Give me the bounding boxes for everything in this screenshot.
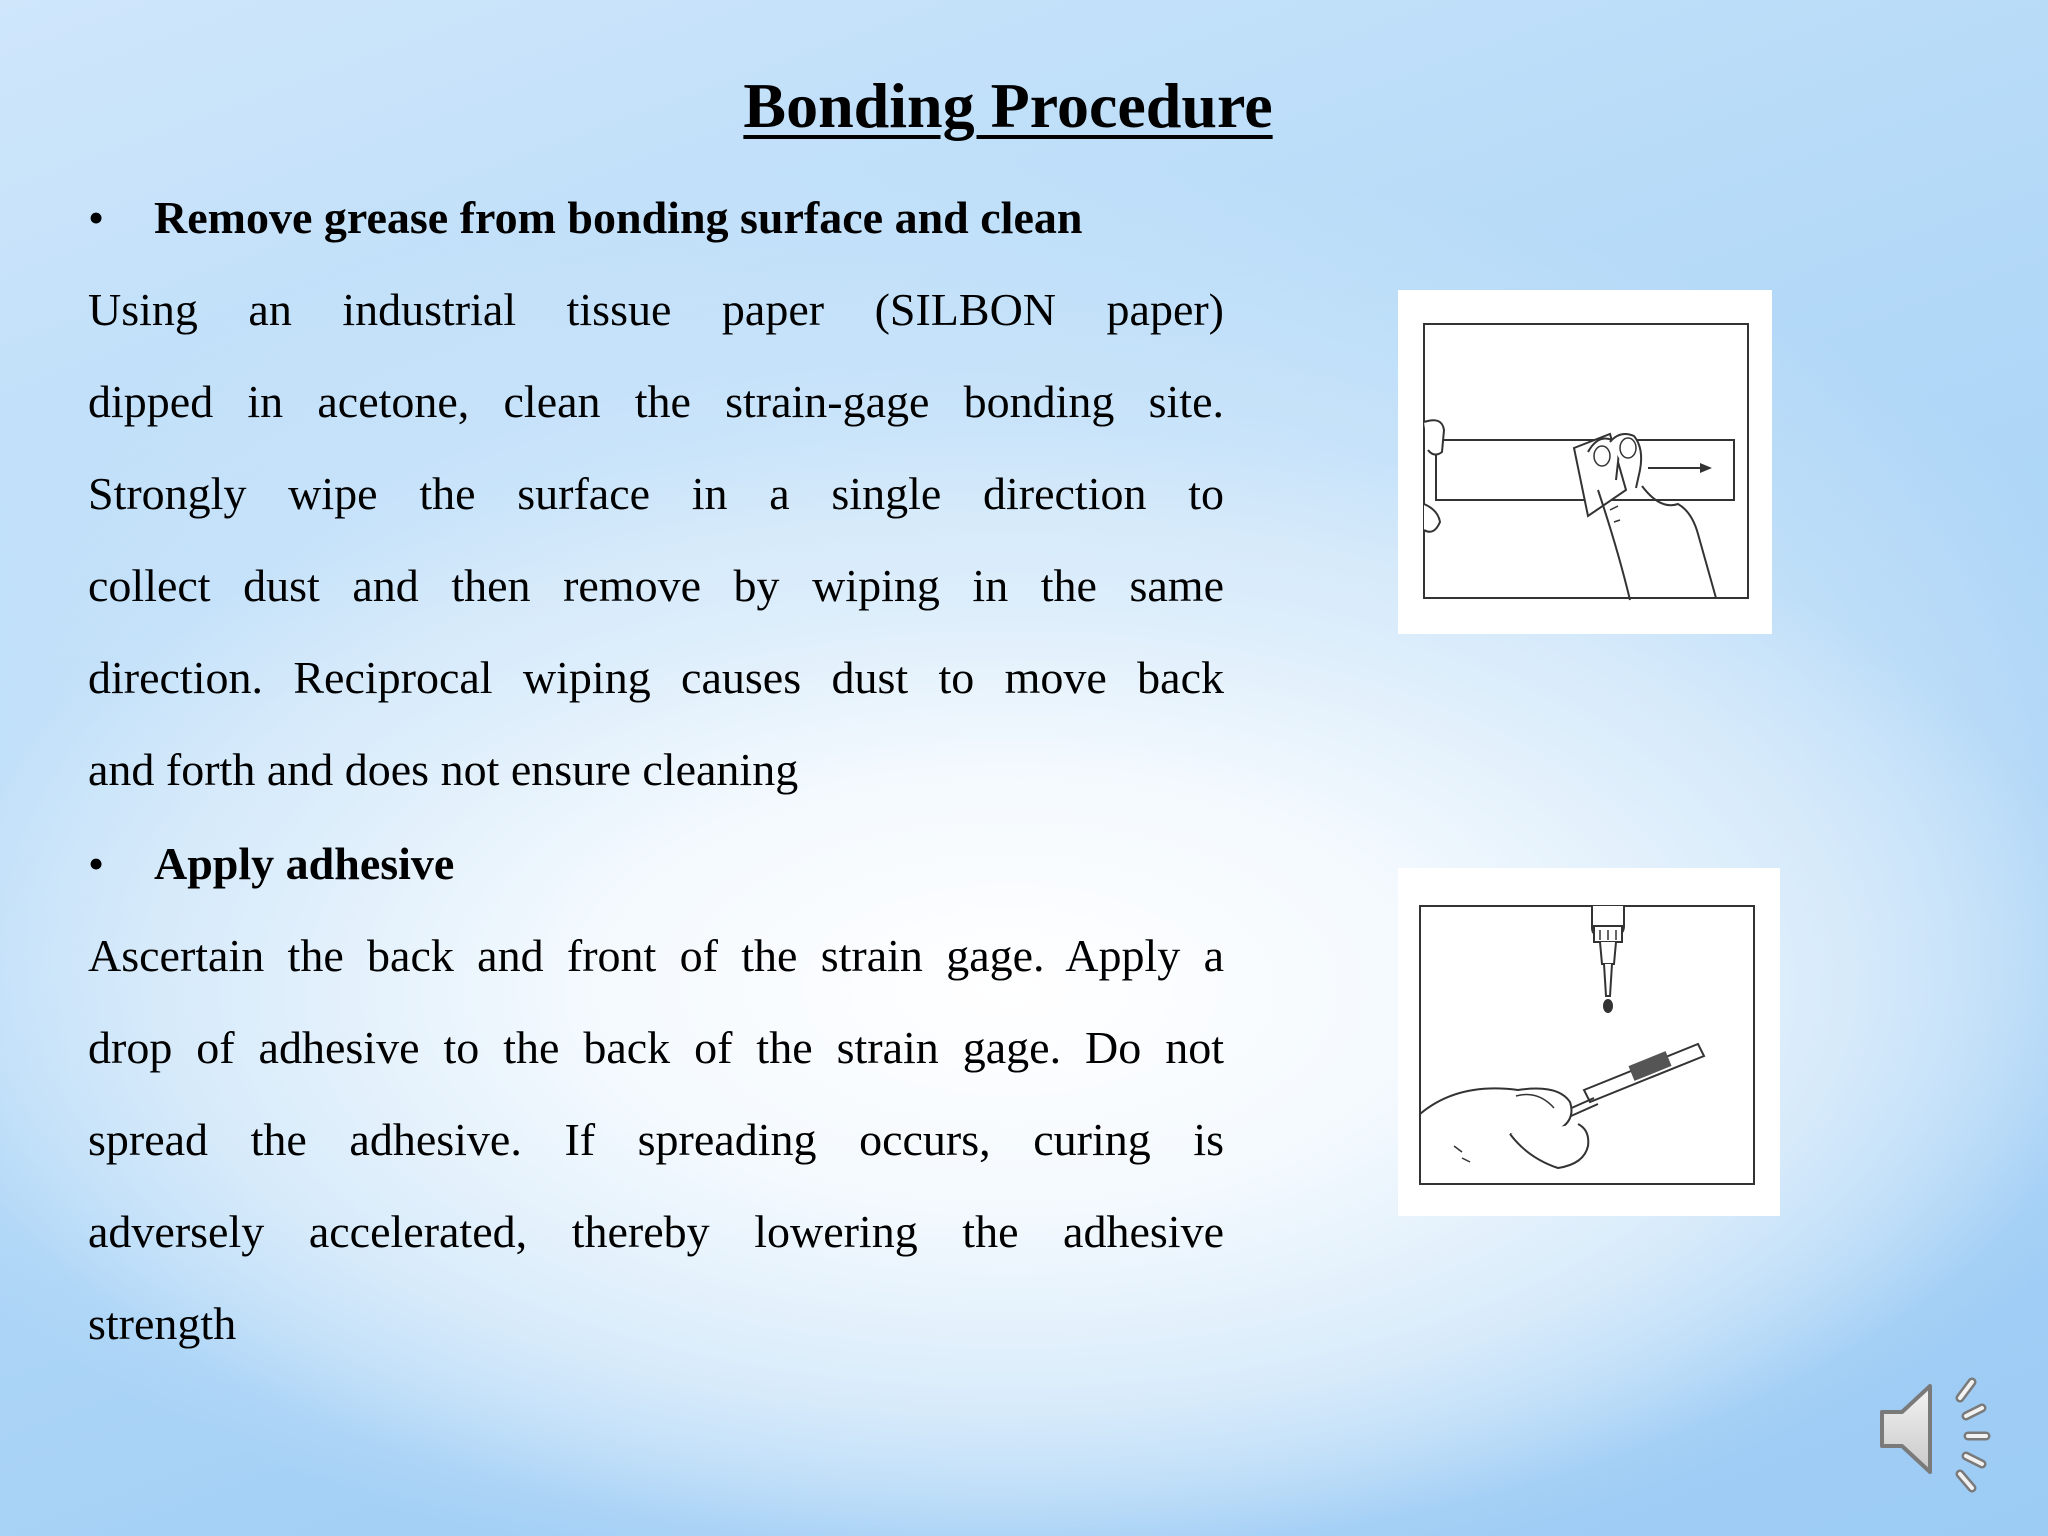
wipe-illustration — [1398, 290, 1772, 634]
paragraph-line: adversely accelerated, thereby lowering the adhesive — [88, 1206, 1224, 1257]
speaker-icon-drawing — [1872, 1364, 2012, 1494]
bullet-symbol: • — [88, 192, 105, 243]
paragraph-line: dipped in acetone, clean the strain-gage bonding site. — [88, 376, 1224, 427]
adhesive-illustration — [1398, 868, 1780, 1216]
bullet-symbol: • — [88, 838, 105, 889]
paragraph-line: Ascertain the back and front of the strain gage. Apply a — [88, 930, 1224, 981]
bullet-heading-text: Apply adhesive — [154, 838, 455, 889]
paragraph-line: direction. Reciprocal wiping causes dust to move back — [88, 652, 1224, 703]
adhesive-illustration-drawing — [1398, 868, 1780, 1216]
speaker-icon[interactable] — [1872, 1364, 2012, 1494]
slide-title: Bonding Procedure — [743, 70, 1273, 141]
paragraph-line: collect dust and then remove by wiping in the same — [88, 560, 1224, 611]
paragraph-line: strength — [88, 1298, 237, 1349]
paragraph-line: and forth and does not ensure cleaning — [88, 744, 799, 795]
paragraph-line: spread the adhesive. If spreading occurs, curing is — [88, 1114, 1224, 1165]
paragraph-line: drop of adhesive to the back of the strain gage. Do not — [88, 1022, 1224, 1073]
paragraph-adhesive — [88, 910, 1224, 1370]
paragraph-line: Using an industrial tissue paper (SILBON paper) — [88, 284, 1224, 335]
paragraph-line: Strongly wipe the surface in a single direction to — [88, 468, 1224, 519]
bullet-heading-clean — [88, 188, 1082, 248]
wipe-illustration-drawing — [1398, 290, 1772, 634]
bullet-heading-text: Remove grease from bonding surface and clean — [154, 192, 1083, 243]
paragraph-clean — [88, 264, 1224, 816]
bullet-heading-adhesive — [88, 834, 454, 894]
